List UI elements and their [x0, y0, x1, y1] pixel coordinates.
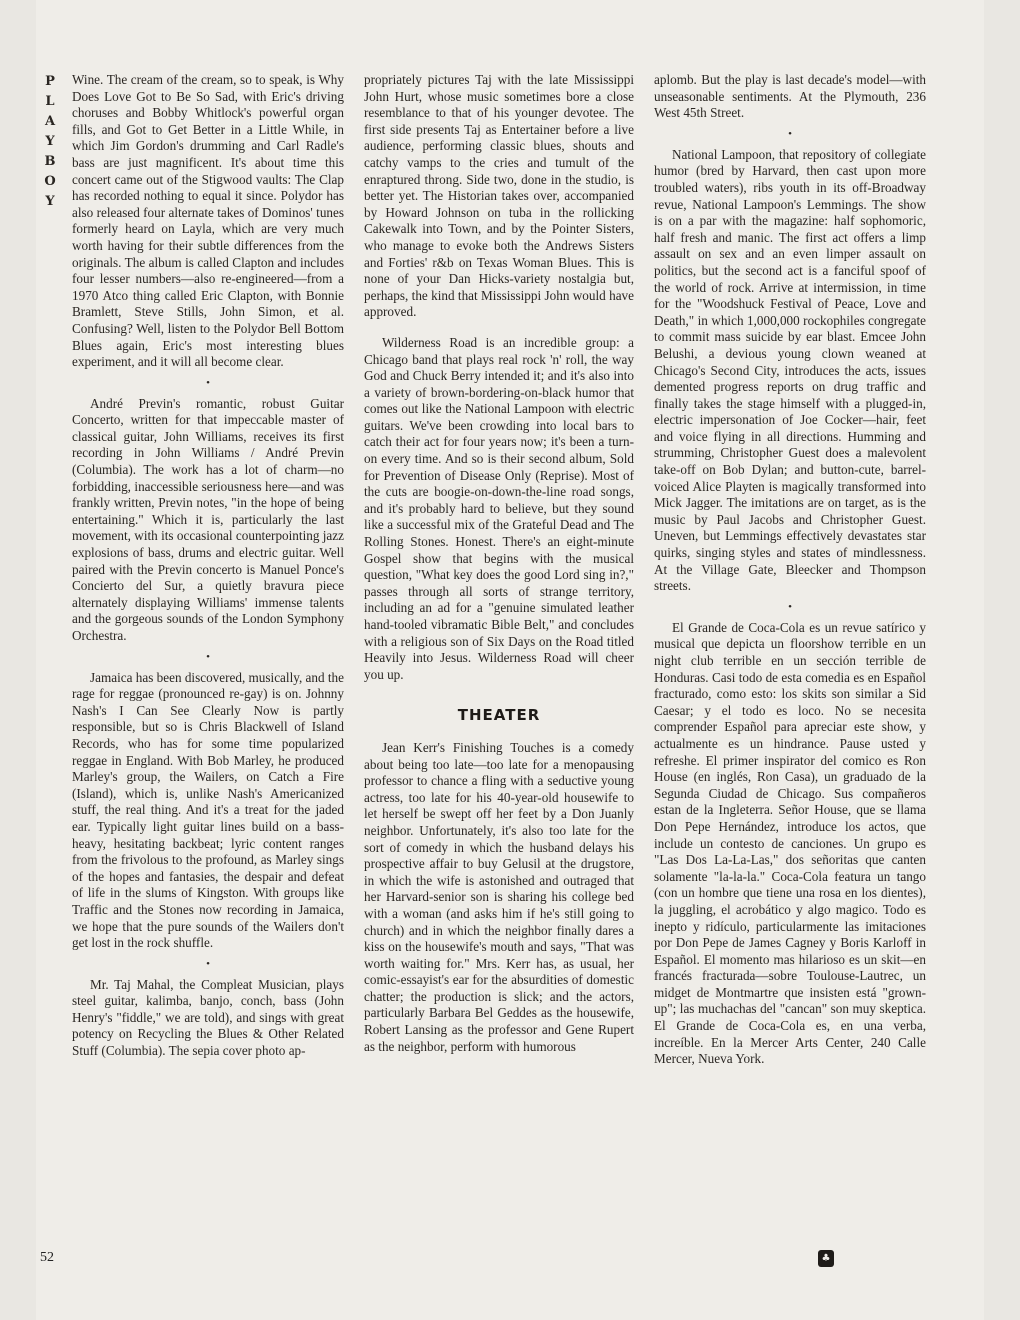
review-lemmings: National Lampoon, that repository of collegiate humor (bred by Harvard, then cast upon more troubled waters), ribs youth in its off-Broadway revue, National Lampoon's Lemmings. The show is on a par with the magazine: half sophomoric, half fresh and manic. The first act offers a limp assault on sex and an even limper assault on politics, but the second act is a fanciful spoof of the world of rock. Arrive at intermission, in time for the "Woodshuck Festival of Peace, Love and Death," in which 1,000,000 rockophiles congregate to commit mass suicide by ear blast. Emcee John Belushi, a devious young clown weaned at Chicago's Second City, introduces the acts, issues demented progress reports on drug traffic and finally takes the stage himself with a plugged-in, electric impersonation of Joe Cocker—hair, feet and voice flying in all directions. Humming and strumming, Christopher Guest does a malevolent take-off on Bob Dylan; and button-cute, barrel-voiced Alice Playten is magically transformed into Mick Jagger. The imitations are on target, as is the music by Paul Jacobs and Christopher Guest. Uneven, but Lemmings effectively devastates star quirks, singing styles and states of mindlessness. At the Village Gate, Bleecker and Thompson streets.: [654, 146, 926, 594]
separator-bullet: •: [206, 957, 210, 970]
review-wilderness-road: Wilderness Road is an incredible group: a Chicago band that plays real rock 'n' roll, the way God and Chuck Berry intended it; and it's also into a variety of brown-bordering-on-black humor that comes out like the National Lampoon with electric guitars. We've been crowding into local bars to catch their act for four years now; it's been a turn-on every time. And so is their second album, Sold for Prevention of Disease Only (Reprise). Most of the cuts are boogie-on-down-the-line road songs, and it's probably hard to believe, but they sound like a successful mix of the Grateful Dead and The Rolling Stones. Honest. There's an eight-minute Gospel show that begins with the musical question, "What key does the good Lord sing in?," passes through all sorts of strange territory, including an ad for a "genuine simulated leather hand-tooled vibramatic Bible Belt," and concludes with a religious son of Six Days on the Road titled Heavily into Jesus. Wilderness Road will cheer you up.: [364, 334, 634, 682]
spine-letter: O: [44, 174, 56, 189]
spine-letter: Y: [45, 194, 55, 209]
separator-bullet: •: [206, 650, 210, 663]
section-heading-theater: THEATER: [457, 706, 541, 725]
spine-letter: P: [45, 74, 55, 89]
rabbit-logo-icon: ♣: [818, 1250, 834, 1267]
review-taj-mahal: Mr. Taj Mahal, the Compleat Musician, plays steel guitar, kalimba, banjo, conch, bass (John Henry's "fiddle," we are told), and sings with great potency on Recycling the Blues & Other Related Stuff (Columbia). The sepia cover photo ap-: [72, 976, 344, 1059]
review-previn: André Previn's romantic, robust Guitar Concerto, written for that impeccable master of classical guitar, John Williams, receives its first recording in John Williams / André Previn (Columbia). The work has a lot of charm—no forbidding, inaccessible seriousness here—and was frankly written, Previn notes, "in the hope of being entertaining." Which it is, particularly the last movement, with its occasional counterpointing jazz explosions of bass, drums and electric guitar. Well paired with the Previn concerto is Manuel Ponce's Concierto del Sur, a quietly bravura piece alternately displaying Williams' immense talents and the gorgeous sounds of the London Symphony Orchestra.: [72, 395, 344, 643]
spine-letter: Y: [45, 134, 55, 149]
review-finishing-touches-cont: aplomb. But the play is last decade's model—with unseasonable sentiments. At the Plymouth, 236 West 45th Street.: [654, 72, 926, 121]
paragraph-gap: [364, 321, 634, 335]
review-taj-mahal-cont: propriately pictures Taj with the late Mississippi John Hurt, whose music sometimes bore a close resemblance to that of his younger devotee. The first side presents Taj as Entertainer before a live audience, performing classic blues, shouts and catchy vamps to the cries and tumult of the enraptured throng. Side two, done in the studio, is better yet. The Historian takes over, accompanied by Howard Johnson on tuba in the rollicking Cakewalk into Town, and by the Pointer Sisters, who manage to evoke both the Andrews Sisters and Forties' r&b on Texas Woman Blues. This is none of your Dan Hicks-variety nostalgia but, perhaps, the kind that Mississippi John would have approved.: [364, 72, 634, 320]
column-2: [364, 72, 634, 1055]
magazine-page: [36, 0, 984, 1320]
separator-bullet: •: [788, 600, 792, 613]
magazine-name-spine: [42, 72, 58, 212]
spine-letter: A: [44, 114, 56, 129]
page-number: 52: [40, 1250, 54, 1265]
separator-bullet: •: [788, 127, 792, 140]
separator-bullet: •: [206, 376, 210, 389]
spine-letter: B: [44, 154, 56, 169]
review-el-grande: El Grande de Coca-Cola es un revue satírico y musical que depicta un floorshow terrible en un night club terrible en un sección terrible de Honduras. Casi todo de esta comedia es en Español fracturado, como esto: los skits son similar a Sid Caesar; y el todo es loco. No se necesita comprender Español para apreciar este show, y actualmente es un hindrance. Pause usted y refreshe. El primer inspirator del comico es Ron House (en inglés, Ron Casa), un graduado de la Segunda Ciudad de Chicago. Sus compañeros estan de la Ingleterra. Señor House, que se llama Don Pepe Hernández, introduce los actos, que include un contesto de canciones. Un grupo es "Las Dos La-La-Las," dos señoritas que canten solamente "la-la-la." Coca-Cola featura un tango (con un hombre que tiene una rosa en los dientes), la juggling, el acrobático y algo magico. Todo es inepto y ridículo, particularmente las imitaciones por Don Pepe de James Cagney y Boris Karloff in Español. El momento mas hilarioso es un skit—en francés fracturada—sobre Toulouse-Lautrec, un midget de Montmartre que insisten está "grown-up"; las muchachas del "cancan" son muy skeptica. El Grande de Coca-Cola es, en una verba, increíble. En la Mercer Arts Center, 240 Calle Mercer, Nueva York.: [654, 619, 926, 1067]
review-clapton: Wine. The cream of the cream, so to speak, is Why Does Love Got to Be So Sad, with Eric's driving choruses and Bobby Whitlock's powerful organ fills, and Got to Get Better in a Little While, in which Jim Gordon's drumming and Carl Radle's bass are just magnificent. It's about time this concert came out of the Stigwood vaults: The Clap has recorded nothing to equal it since. Polydor has also released four alternate takes of Dominos' tunes formerly heard on Layla, which are very much worth having for their subtle differences from the originals. The album is called Clapton and includes four lesser numbers—also re-engineered—from a 1970 Atco thing called Eric Clapton, with Bonnie Bramlett, Steve Stills, John Simon, et al. Confusing? Well, listen to the Polydor Bell Bottom Blues again, Eric's most interesting blues experiment, and it will all become clear.: [72, 72, 344, 370]
column-3: [654, 72, 926, 1068]
review-finishing-touches: Jean Kerr's Finishing Touches is a comedy about being too late—too late for a menopausing professor to chance a fling with a seductive young actress, too late for his 40-year-old housewife to let herself be swept off her feet by a Don Juanly neighbor. Unfortunately, it's also too late for the sort of comedy in which the husband delays his prospective affair to buy Gelusil at the drugstore, in which the wife is astonished and outraged that her Harvard-senior son is sharing his college bed with a woman (and asks him if he's still going to church) and in which the neighbor finally dares a kiss on the housewife's mouth and says, "That was worth waiting for." Mrs. Kerr has, as usual, her comic-essayist's ear for the absurdities of domestic chatter; the production is slick; and the actors, particularly Barbara Bel Geddes as the housewife, Robert Lansing as the professor and Gene Rupert as the neighbor, perform with humorous: [364, 739, 634, 1054]
spine-letter: L: [45, 94, 55, 109]
column-1: [72, 72, 344, 1060]
review-wailers: Jamaica has been discovered, musically, and the rage for reggae (pronounced re-gay) is on. Johnny Nash's I Can See Clearly Now is partly responsible, but so is Chris Blackwell of Island Records, who has for some time popularized reggae in England. With Bob Marley, he produced Marley's group, the Wailers, on Catch a Fire (Island), which is, unlike Nash's Americanized stuff, the real thing. And it's a treat for the jaded ear. Typically light guitar lines build on a bass-heavy, hesitating backbeat; lyric content ranges from the frivolous to the profound, as Marley sings of the hopes and fantasies, the despair and defeat of life in the slums of Kingston. With groups like Traffic and the Stones now recording in Jamaica, we hope that the pure sounds of the Wailers don't get lost in the rock shuffle.: [72, 669, 345, 951]
